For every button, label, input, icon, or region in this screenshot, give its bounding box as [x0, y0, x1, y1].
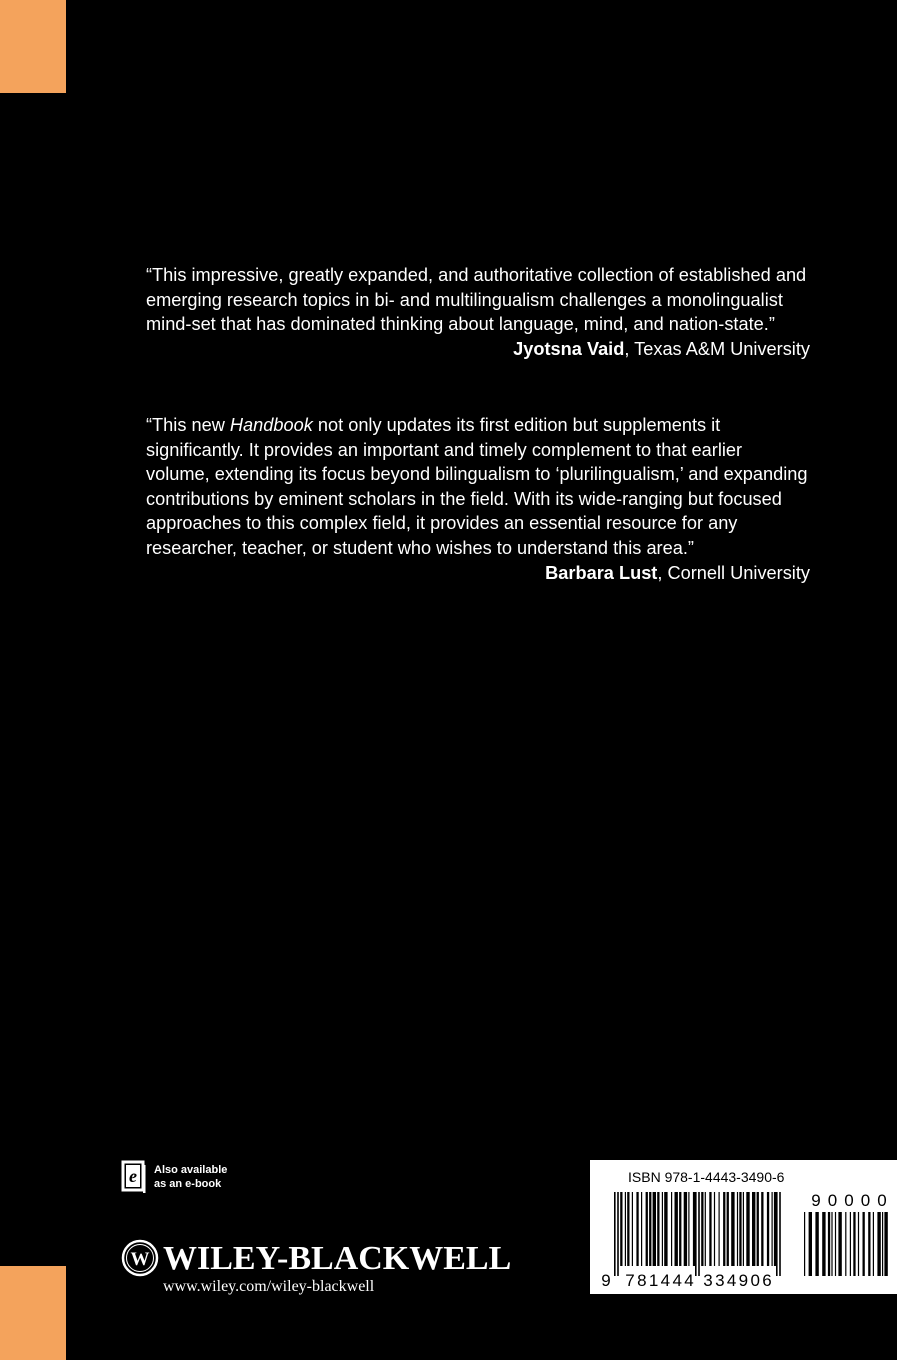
quote-2-text-rest: not only updates its first edition but supplements it significantly. It provides an important and timely complement to that earlier volume, extending its focus beyond bilingualism to ‘plurilingualism,’ and expanding contributions by eminent scholars in the field. With its wide-ranging but focused approaches to this complex field, it provides an essential resource for any researcher, teacher, or student who wishes to understand this area.”	[146, 415, 808, 558]
barcode-bar	[679, 1192, 681, 1266]
barcode-digit: 6	[762, 1271, 772, 1290]
barcode-bar	[739, 1192, 741, 1266]
barcode-bar	[693, 1192, 695, 1266]
logo-letter: W	[130, 1249, 150, 1270]
orange-tab-top	[0, 0, 66, 93]
quote-2-author: Barbara Lust	[545, 562, 658, 583]
barcode-addon-bar	[873, 1212, 874, 1276]
barcode-addon-digit: 0	[827, 1191, 838, 1210]
barcode-digit: 8	[637, 1271, 647, 1290]
quote-1-affiliation: , Texas A&M University	[624, 338, 810, 359]
isbn-label: ISBN 978-1-4443-3490-6	[628, 1169, 785, 1185]
barcode-bar	[641, 1192, 642, 1266]
orange-tab-bottom	[0, 1266, 66, 1360]
barcode-bar	[705, 1192, 706, 1266]
barcode-bar	[657, 1192, 659, 1266]
barcode-bar	[671, 1192, 672, 1266]
quote-2-affiliation: , Cornell University	[657, 562, 810, 583]
barcode-addon-bar	[858, 1212, 859, 1276]
barcode-bar	[743, 1192, 744, 1266]
quote-1-text: “This impressive, greatly expanded, and authoritative collection of established and emerging research topics in bi- and multilingualism challenges a monolingualist mind-set that has dominated thinking about language, mind, and nation-state.”	[146, 265, 807, 335]
barcode-bar	[632, 1192, 633, 1266]
barcode-digit: 4	[672, 1271, 682, 1290]
barcode-digit: 4	[684, 1271, 694, 1290]
ebook-label-line-1: Also available	[154, 1164, 228, 1176]
barcode-addon-digit: 9	[811, 1191, 821, 1210]
wiley-blackwell-logo-icon	[120, 1238, 160, 1278]
barcode-bar	[757, 1192, 759, 1266]
ebook-label-line-2: as an e-book	[154, 1178, 222, 1190]
publisher-name: WILEY-BLACKWELL	[163, 1240, 512, 1277]
barcode-addon-bar	[868, 1212, 870, 1276]
barcode-addon-bar	[835, 1212, 836, 1276]
quote-2-text-start: “This new	[146, 415, 230, 435]
barcode-digit: 1	[648, 1271, 659, 1290]
publisher-url: www.wiley.com/wiley-blackwell	[163, 1278, 375, 1295]
barcode-digit: 9	[601, 1271, 611, 1290]
ebook-e-icon	[121, 1160, 147, 1194]
isbn-barcode	[590, 1160, 897, 1294]
review-quote-2	[146, 413, 810, 585]
barcode-addon-bar	[845, 1212, 846, 1276]
barcode-graphic	[590, 1160, 897, 1294]
barcode-addon-bar	[850, 1212, 851, 1276]
barcode-digit: 0	[750, 1271, 760, 1290]
barcode-addon-bar	[822, 1212, 825, 1276]
barcode-addon-bar	[828, 1212, 830, 1276]
barcode-addon-digit: 0	[877, 1191, 887, 1210]
quote-2-book-title: Handbook	[229, 415, 313, 435]
barcode-guard-bar	[695, 1192, 697, 1276]
quote-1-author: Jyotsna Vaid	[513, 338, 625, 359]
barcode-digit: 4	[726, 1271, 737, 1290]
barcode-bar	[752, 1192, 755, 1266]
barcode-addon-digit: 0	[844, 1191, 854, 1210]
barcode-guard-bar	[614, 1192, 616, 1276]
quote-2-text	[146, 413, 810, 561]
barcode-bar	[761, 1192, 763, 1266]
barcode-bar	[688, 1192, 689, 1266]
barcode-addon-bar	[884, 1212, 887, 1276]
review-quote-1	[146, 263, 810, 361]
barcode-bar	[701, 1192, 703, 1266]
barcode-addon-bar	[863, 1212, 865, 1276]
ebook-availability	[121, 1160, 261, 1194]
barcode-bar	[746, 1192, 749, 1266]
svg-text:e: e	[129, 1166, 137, 1186]
barcode-addon-bar	[804, 1212, 805, 1276]
barcode-addon-digit: 0	[860, 1191, 871, 1210]
barcode-guard-bar	[776, 1192, 778, 1276]
barcode-bar	[727, 1192, 729, 1266]
barcode-bar	[772, 1192, 773, 1266]
quote-2-attribution	[146, 561, 810, 586]
barcode-bar	[709, 1192, 711, 1266]
barcode-bar	[627, 1192, 629, 1266]
barcode-bar	[662, 1192, 663, 1266]
barcode-bar	[714, 1192, 715, 1266]
publisher-block	[120, 1238, 512, 1298]
barcode-bar	[731, 1192, 734, 1266]
barcode-digit: 3	[703, 1271, 713, 1290]
barcode-digit: 4	[660, 1271, 671, 1290]
barcode-guard-bar	[617, 1192, 619, 1276]
barcode-guard-bar	[779, 1192, 781, 1276]
barcode-guard-bar	[698, 1192, 700, 1276]
barcode-addon-bar	[838, 1212, 841, 1276]
barcode-addon-bar	[853, 1212, 855, 1276]
barcode-bar	[684, 1192, 687, 1266]
barcode-bar	[620, 1192, 622, 1266]
barcode-bar	[767, 1192, 769, 1266]
barcode-addon-bar	[882, 1212, 883, 1276]
barcode-addon-bar	[877, 1212, 880, 1276]
barcode-addon-bar	[831, 1212, 832, 1276]
barcode-bar	[649, 1192, 651, 1266]
barcode-bar	[723, 1192, 725, 1266]
barcode-addon-bar	[809, 1212, 812, 1276]
barcode-bar	[625, 1192, 626, 1266]
barcode-digit: 7	[625, 1271, 635, 1290]
barcode-bar	[664, 1192, 667, 1266]
ebook-label	[154, 1163, 227, 1191]
barcode-bar	[653, 1192, 656, 1266]
barcode-digit: 3	[715, 1271, 725, 1290]
barcode-bar	[737, 1192, 738, 1266]
barcode-addon-bar	[815, 1212, 818, 1276]
barcode-digit: 9	[738, 1271, 749, 1290]
barcode-bar	[675, 1192, 678, 1266]
barcode-bar	[646, 1192, 648, 1266]
quote-1-attribution	[146, 337, 810, 362]
barcode-bar	[719, 1192, 720, 1266]
barcode-bar	[636, 1192, 638, 1266]
